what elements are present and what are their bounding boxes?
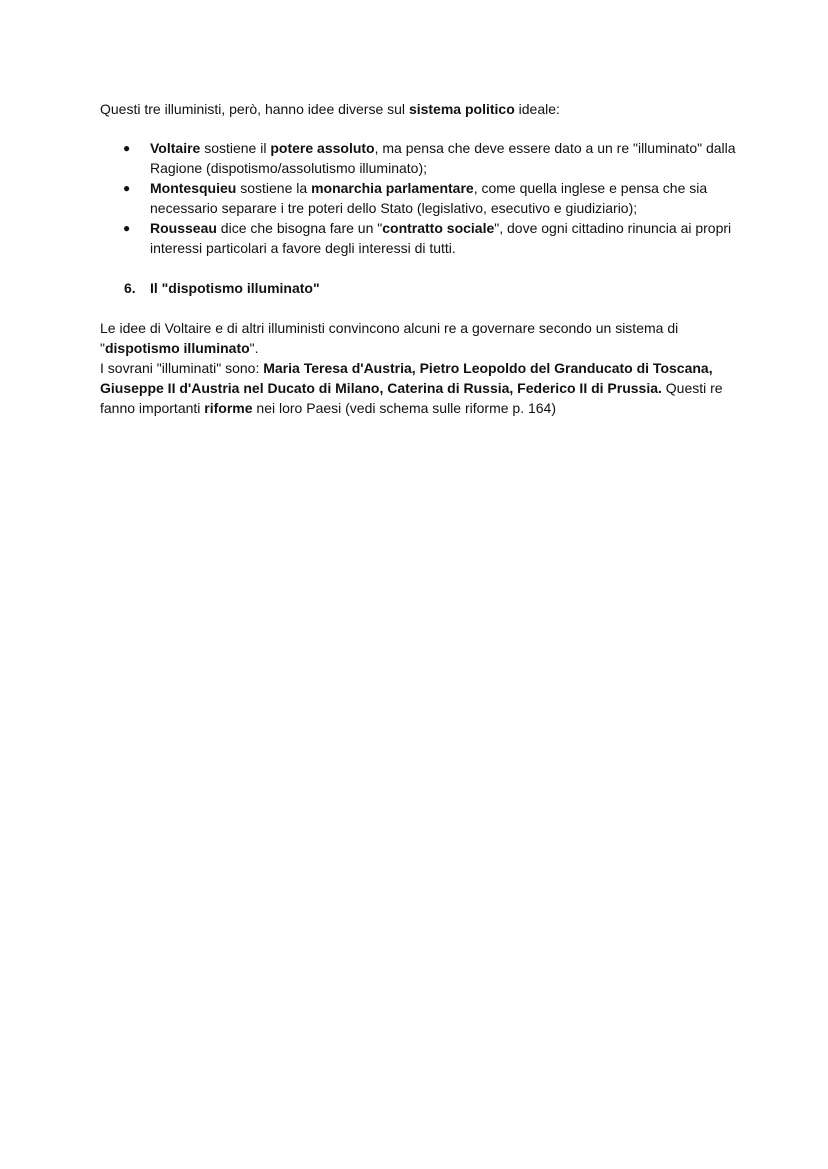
intro-bold: sistema politico	[408, 101, 515, 117]
body2-sovereigns: Maria Teresa d'Austria, Pietro Leopoldo del Granducato di Toscana, Giuseppe II d'Austria nel Ducato di Milano, Caterina di Russia, Federico II di Prussia.	[100, 360, 713, 396]
montesquieu-bold-term: monarchia parlamentare	[311, 180, 474, 196]
body-paragraph-2	[100, 358, 740, 418]
section-title: Il "dispotismo illuminato"	[150, 280, 320, 296]
list-item-montesquieu	[123, 178, 740, 218]
voltaire-text-1: sostiene il	[200, 140, 271, 156]
body1-text-1: Le idee di Voltaire e di altri illuministi convincono alcuni re a governare secondo un sistema di "	[100, 320, 679, 356]
section-heading	[124, 278, 740, 298]
montesquieu-text-1: sostiene la	[236, 180, 312, 196]
rousseau-bold-term: contratto sociale	[382, 220, 495, 236]
body2-text-2: Questi re fanno importanti	[100, 380, 723, 416]
bullet-dot-icon: ●	[123, 141, 131, 155]
body2-text-1: I sovrani "illuminati" sono:	[100, 360, 264, 376]
montesquieu-name: Montesquieu	[150, 180, 237, 196]
voltaire-text-2: , ma pensa che deve essere dato a un re "illuminato" dalla Ragione (dispotismo/assolutismo illuminato);	[150, 140, 736, 176]
section-number: 6.	[124, 280, 136, 296]
bullet-dot-icon: ●	[123, 221, 131, 235]
montesquieu-text-2: , come quella inglese e pensa che sia necessario separare i tre poteri dello Stato (legislativo, esecutivo e giudiziario);	[150, 180, 708, 216]
list-item-voltaire	[123, 138, 740, 178]
body1-bold: dispotismo illuminato	[104, 340, 250, 356]
thinkers-list	[100, 138, 740, 258]
bullet-dot-icon: ●	[123, 181, 131, 195]
body-paragraph-1	[100, 318, 740, 358]
voltaire-bold-term: potere assoluto	[270, 140, 375, 156]
rousseau-text-2: ", dove ogni cittadino rinuncia ai propri interessi particolari a favore degli interessi di tutti.	[150, 220, 732, 256]
document-page	[100, 99, 740, 418]
intro-text: Questi tre illuministi, però, hanno idee diverse sul	[100, 101, 409, 117]
intro-paragraph	[100, 99, 740, 119]
body1-text-2: ".	[249, 340, 259, 356]
rousseau-name: Rousseau	[150, 220, 217, 236]
list-item-rousseau	[123, 218, 740, 258]
body2-bold-reforms: riforme	[204, 400, 253, 416]
intro-suffix: ideale:	[514, 101, 560, 117]
body2-text-3: nei loro Paesi (vedi schema sulle riforme p. 164)	[252, 400, 556, 416]
rousseau-text-1: dice che bisogna fare un "	[216, 220, 383, 236]
voltaire-name: Voltaire	[150, 140, 201, 156]
